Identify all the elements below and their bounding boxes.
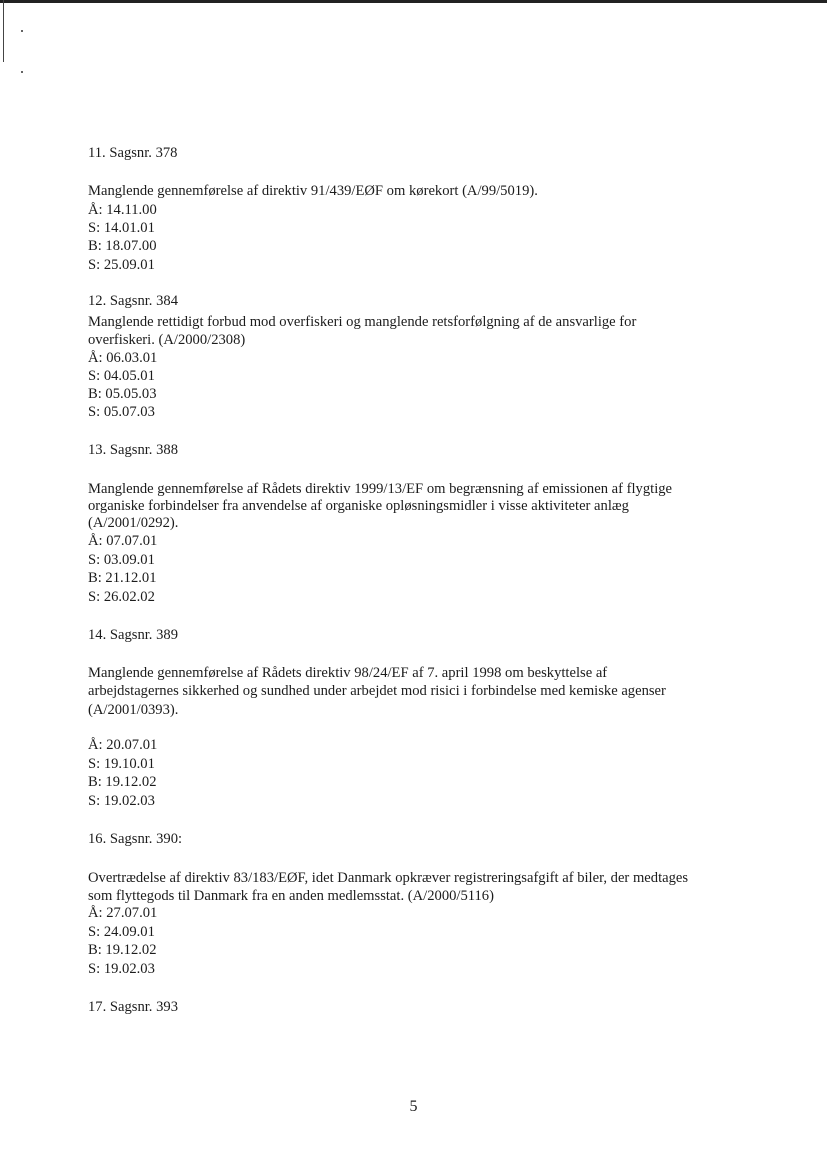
text-line: Å: 27.07.01 <box>88 905 158 921</box>
text-line: som flyttegods til Danmark fra en anden medlemsstat. (A/2000/5116) <box>88 888 494 904</box>
text-line: (A/2001/0292). <box>88 515 179 531</box>
text-line: S: 03.09.01 <box>88 552 155 568</box>
text-line: Overtrædelse af direktiv 83/183/EØF, idet Danmark opkræver registreringsafgift af biler, der medtages <box>88 870 689 886</box>
text-line: S: 04.05.01 <box>88 368 155 384</box>
text-line: arbejdstagernes sikkerhed og sundhed under arbejdet mod risici i forbindelse med kemiske agenser <box>88 683 666 699</box>
page-number: 5 <box>409 1098 418 1115</box>
text-line: S: 24.09.01 <box>88 924 155 940</box>
section-heading: 11. Sagsnr. 378 <box>88 145 178 161</box>
text-line: S: 25.09.01 <box>88 257 155 273</box>
text-line: overfiskeri. (A/2000/2308) <box>88 332 246 348</box>
top-border <box>0 0 827 3</box>
text-line: (A/2001/0393). <box>88 702 179 718</box>
text-line: S: 26.02.02 <box>88 589 155 605</box>
section-heading: 14. Sagsnr. 389 <box>88 627 178 643</box>
text-line: Å: 14.11.00 <box>88 202 157 218</box>
text-line: Å: 20.07.01 <box>88 737 158 753</box>
text-line: S: 19.10.01 <box>88 756 155 772</box>
text-line: Manglende gennemførelse af Rådets direktiv 98/24/EF af 7. april 1998 om beskyttelse af <box>88 665 608 681</box>
text-line: B: 05.05.03 <box>88 386 157 402</box>
text-line: Manglende gennemførelse af Rådets direktiv 1999/13/EF om begrænsning af emissionen af flygtige <box>88 481 673 497</box>
text-line: Å: 07.07.01 <box>88 533 158 549</box>
text-line: organiske forbindelser fra anvendelse af organiske opløsningsmidler i visse aktiviteter anlæg <box>88 498 629 514</box>
section-heading: 17. Sagsnr. 393 <box>88 999 178 1015</box>
text-line: Manglende gennemførelse af direktiv 91/439/EØF om kørekort (A/99/5019). <box>88 183 538 199</box>
section-heading: 13. Sagsnr. 388 <box>88 442 178 458</box>
text-line: S: 05.07.03 <box>88 404 155 420</box>
text-line: S: 19.02.03 <box>88 793 155 809</box>
text-line: S: 19.02.03 <box>88 961 155 977</box>
text-line: B: 19.12.02 <box>88 774 157 790</box>
text-line: S: 14.01.01 <box>88 220 155 236</box>
scan-dot <box>21 30 23 32</box>
scan-dot <box>21 71 23 73</box>
section-heading: 12. Sagsnr. 384 <box>88 293 178 309</box>
text-line: Å: 06.03.01 <box>88 350 158 366</box>
text-line: Manglende rettidigt forbud mod overfiskeri og manglende retsforfølgning af de ansvarlige for <box>88 314 637 330</box>
left-border <box>3 0 4 62</box>
text-line: B: 18.07.00 <box>88 238 157 254</box>
text-line: B: 21.12.01 <box>88 570 157 586</box>
text-line: B: 19.12.02 <box>88 942 157 958</box>
section-heading: 16. Sagsnr. 390: <box>88 831 183 847</box>
